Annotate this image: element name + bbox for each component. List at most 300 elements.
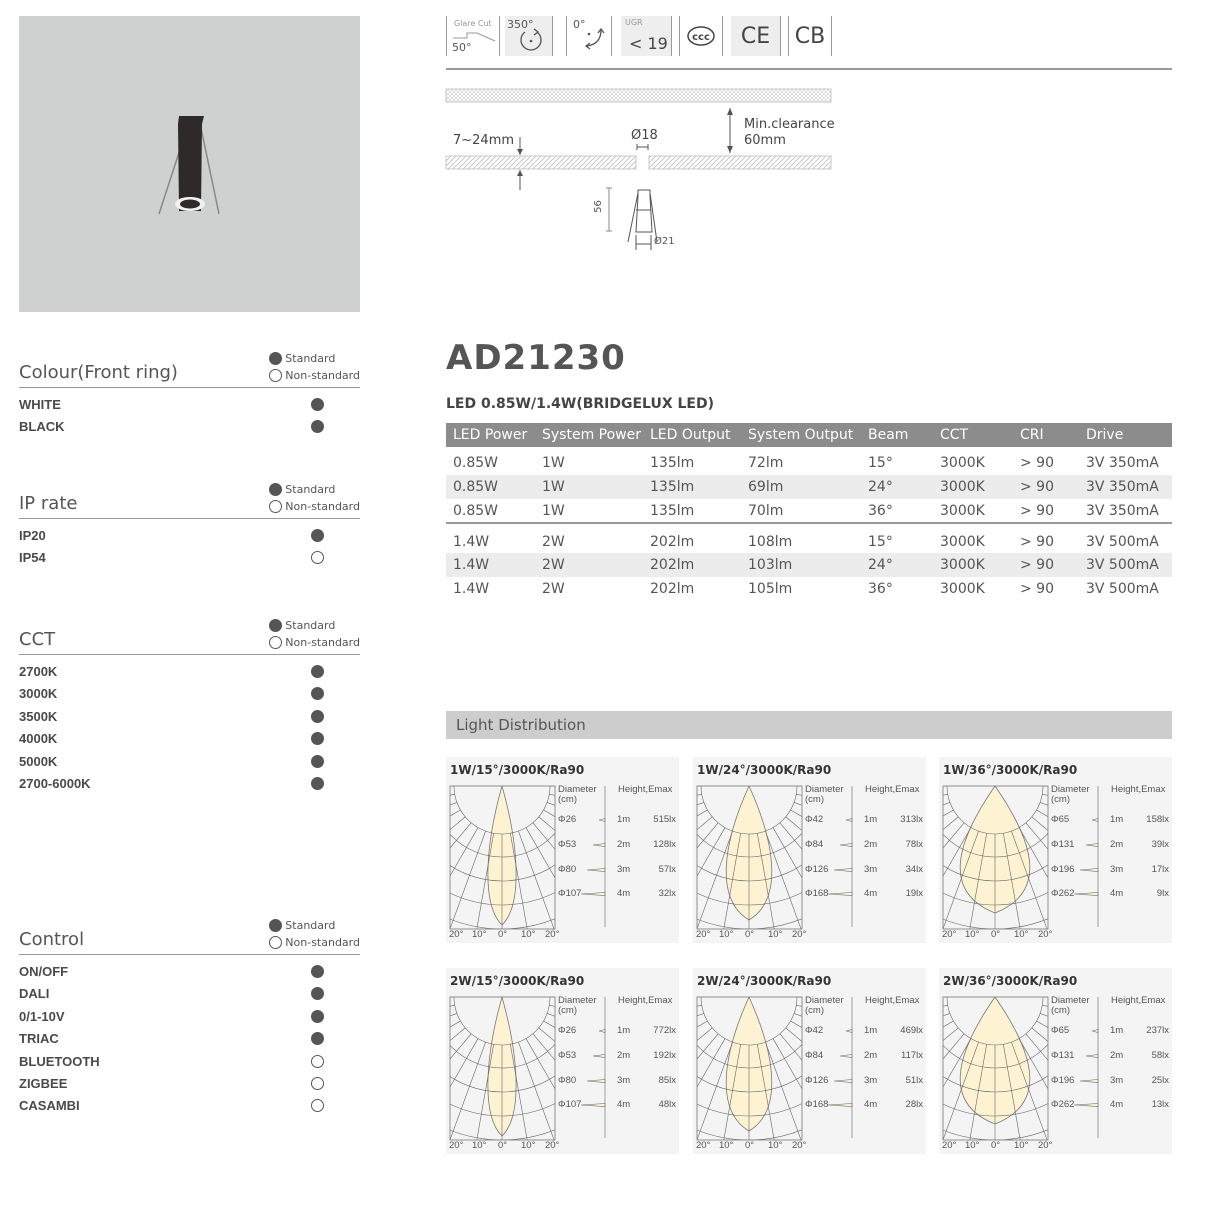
legend-standard: [269, 617, 360, 634]
radial-gridline: [526, 828, 652, 943]
svg-text:ccc: ccc: [692, 32, 710, 43]
cutout-diameter: Ø18: [631, 128, 658, 143]
radial-gridline: [446, 810, 460, 936]
light-distribution-card: [939, 757, 1172, 943]
option-label: 3500K: [19, 708, 58, 724]
table-cell: 202lm: [643, 553, 741, 577]
option-label: 0/1-10V: [19, 1008, 65, 1024]
table-cell: 3V 350mA: [1079, 475, 1172, 499]
beam-cone-icon: [828, 893, 852, 896]
mount-height: 3m: [1110, 864, 1124, 875]
emax-value: 48lx: [658, 1099, 676, 1110]
radial-gridline: [693, 817, 712, 943]
angle-tick-label: 0°: [498, 1140, 508, 1151]
beam-cone-icon: [587, 1080, 605, 1083]
arc-gridline: [693, 968, 892, 1140]
ceiling-slab: [446, 89, 831, 102]
divider: [446, 68, 1172, 70]
fixture-diameter: Ø21: [654, 236, 675, 247]
rotation-arrow: [517, 26, 545, 54]
product-subtitle: LED 0.85W/1.4W(BRIDGELUX LED): [446, 396, 715, 412]
legend-standard-label: Standard: [285, 352, 336, 365]
emax-value: 58lx: [1151, 1050, 1169, 1061]
non-standard-dot-icon: [311, 551, 324, 564]
feature-icons: [446, 16, 832, 56]
spec-section: [19, 481, 360, 570]
legend-non-standard: [269, 498, 360, 515]
beam-diameter: Φ80: [558, 1075, 577, 1086]
angle-tick-label: 0°: [745, 1140, 755, 1151]
light-distribution-card: [939, 968, 1172, 1154]
radial-gridline: [446, 1021, 460, 1147]
board-thickness: 7~24mm: [453, 133, 515, 148]
option-label: IP20: [19, 528, 46, 543]
beam-diameter: Φ107: [558, 888, 582, 899]
table-cell: 70lm: [748, 502, 784, 519]
radial-gridline: [1032, 1028, 1172, 1154]
card-title: 2W/24°/3000K/Ra90: [697, 974, 832, 988]
option-item: [19, 1028, 360, 1050]
emax-value: 17lx: [1151, 864, 1169, 875]
beam-diameter: Φ196: [1051, 1075, 1075, 1086]
radial-gridline: [539, 817, 679, 943]
diameter-label: Diameter: [558, 995, 597, 1006]
tilt-value: 0°: [573, 18, 586, 31]
ce-mark: CE: [740, 23, 771, 49]
angle-tick-label: 20°: [545, 929, 560, 940]
table-cell: 1.4W: [446, 553, 535, 577]
beam-diameter: Φ65: [1051, 1025, 1070, 1036]
section-title: CCT: [19, 629, 56, 650]
column-header: System Power: [535, 423, 643, 447]
emax-value: 469lx: [900, 1025, 923, 1036]
beam-diameter: Φ42: [805, 814, 824, 825]
standard-dot-icon: [311, 965, 324, 978]
angle-tick-label: 10°: [768, 1140, 783, 1151]
angle-tick-label: 10°: [965, 1140, 980, 1151]
emax-value: 772lx: [653, 1025, 676, 1036]
beam-diameter: Φ26: [558, 814, 577, 825]
angle-tick-label: 0°: [745, 929, 755, 940]
mount-height: 3m: [617, 1075, 631, 1086]
height-emax-label: Height,Emax: [1111, 995, 1166, 1006]
column-header: Beam: [861, 423, 933, 447]
beam-cone-icon: [593, 1055, 605, 1058]
arc-gridline: [446, 757, 645, 929]
angle-tick-label: 10°: [521, 929, 536, 940]
glare-cut-label: Glare Cut: [454, 19, 492, 28]
spec-section: [19, 350, 360, 439]
legend-non-standard-label: Non-standard: [285, 636, 360, 649]
empty-circle-icon: [269, 369, 282, 382]
table-cell: 3V 350mA: [1086, 455, 1159, 471]
table-row: [446, 577, 1172, 601]
radial-gridline: [693, 1042, 733, 1154]
arc-gridline: [446, 968, 645, 1140]
option-list: [19, 394, 360, 439]
option-item: [19, 547, 360, 569]
angle-tick-label: 20°: [449, 929, 464, 940]
radial-gridline: [693, 810, 707, 936]
table-cell: 1.4W: [453, 581, 490, 597]
angle-tick-label: 20°: [792, 1140, 807, 1151]
table-cell: 0.85W: [446, 475, 535, 499]
mount-height: 3m: [617, 864, 631, 875]
emax-value: 28lx: [905, 1099, 923, 1110]
option-list: [19, 661, 360, 795]
light-distribution-heading: Light Distribution: [446, 711, 1172, 739]
arc-gridline: [446, 968, 621, 1116]
option-label: 4000K: [19, 731, 58, 747]
radial-gridline: [939, 810, 953, 936]
height-emax-label: Height,Emax: [865, 784, 920, 795]
radial-gridline: [693, 1028, 712, 1154]
beam-diameter: Φ65: [1051, 814, 1070, 825]
emax-value: 57lx: [658, 864, 676, 875]
option-label: 3000K: [19, 686, 58, 702]
standard-dot-icon: [311, 420, 324, 433]
ugr-icon: [621, 16, 672, 56]
radial-gridline: [773, 1039, 899, 1154]
emax-value: 128lx: [653, 839, 676, 850]
glare-cut-icon: [446, 16, 500, 56]
angle-tick-label: 0°: [498, 929, 508, 940]
mount-height: 2m: [864, 839, 878, 850]
table-cell: 103lm: [741, 553, 861, 577]
option-item: [19, 751, 360, 773]
spec-section-header: [19, 617, 360, 655]
table-cell: 3000K: [940, 502, 985, 519]
radial-gridline: [526, 1039, 652, 1154]
standard-dot-icon: [311, 687, 324, 700]
empty-circle-icon: [269, 636, 282, 649]
table-cell: 3000K: [940, 581, 985, 597]
angle-tick-label: 10°: [472, 1140, 487, 1151]
table-cell: 2W: [542, 581, 565, 597]
spec-section: [19, 617, 360, 795]
angle-tick-label: 10°: [472, 929, 487, 940]
table-header-row: [446, 423, 1172, 447]
emax-value: 13lx: [1151, 1099, 1169, 1110]
angle-tick-label: 20°: [696, 929, 711, 940]
table-cell: > 90: [1013, 475, 1079, 499]
filled-circle-icon: [269, 352, 282, 365]
non-standard-dot-icon: [311, 1077, 324, 1090]
mount-height: 4m: [617, 888, 631, 899]
beam-cone-icon: [581, 893, 605, 896]
emax-value: 313lx: [900, 814, 923, 825]
beam-diameter: Φ168: [805, 888, 829, 899]
table-cell: 108lm: [741, 523, 861, 553]
beam-cone-icon: [1074, 1104, 1098, 1107]
height-emax-label: Height,Emax: [618, 995, 673, 1006]
empty-circle-icon: [269, 936, 282, 949]
table-cell: 3V 350mA: [1086, 502, 1159, 519]
legend: [269, 617, 360, 651]
table-cell: 202lm: [650, 581, 695, 597]
angle-tick-label: 10°: [719, 929, 734, 940]
spec-section-header: [19, 481, 360, 519]
table-cell: 202lm: [643, 523, 741, 553]
option-item: [19, 683, 360, 705]
table-cell: > 90: [1020, 455, 1054, 471]
table-cell: 3V 500mA: [1079, 553, 1172, 577]
mount-height: 1m: [617, 1025, 631, 1036]
table-cell: 1W: [542, 455, 565, 471]
spec-section: [19, 917, 360, 1118]
beam-diameter: Φ26: [558, 1025, 577, 1036]
height-emax-label: Height,Emax: [1111, 784, 1166, 795]
beam-cone-icon: [581, 1104, 605, 1107]
light-distribution-card: [446, 757, 679, 943]
tilt-icon: [566, 16, 612, 56]
angle-tick-label: 10°: [1014, 929, 1029, 940]
height-emax-label: Height,Emax: [865, 995, 920, 1006]
cb-mark: CB: [794, 23, 826, 49]
card-title: 1W/36°/3000K/Ra90: [943, 763, 1078, 777]
standard-dot-icon: [311, 710, 324, 723]
light-distribution-card: [693, 968, 926, 1154]
ceiling-board-left: [446, 156, 636, 169]
installation-diagram: [440, 82, 840, 262]
option-list: [19, 961, 360, 1118]
beam-cone-icon: [1086, 1055, 1098, 1058]
angle-tick-label: 20°: [696, 1140, 711, 1151]
mount-height: 2m: [864, 1050, 878, 1061]
option-item: [19, 1095, 360, 1117]
mount-height: 2m: [617, 1050, 631, 1061]
diameter-unit: (cm): [1051, 1005, 1070, 1016]
diameter-unit: (cm): [805, 794, 824, 805]
legend-standard: [269, 481, 360, 498]
section-title: Control: [19, 929, 85, 950]
beam-cone-icon: [1092, 1030, 1098, 1033]
option-label: 5000K: [19, 753, 58, 769]
table-cell: 1W: [542, 502, 565, 519]
legend-non-standard: [269, 934, 360, 951]
rotation-icon: [505, 16, 553, 56]
table-cell: 15°: [861, 523, 933, 553]
diameter-unit: (cm): [558, 1005, 577, 1016]
mount-height: 4m: [617, 1099, 631, 1110]
emax-value: 34lx: [905, 864, 923, 875]
emax-value: 78lx: [905, 839, 923, 850]
legend-standard-label: Standard: [285, 619, 336, 632]
mount-height: 2m: [1110, 1050, 1124, 1061]
legend-non-standard: [269, 634, 360, 651]
standard-dot-icon: [311, 529, 324, 542]
angle-tick-label: 20°: [1038, 929, 1053, 940]
angle-tick-label: 20°: [449, 1140, 464, 1151]
radial-gridline: [786, 817, 926, 943]
card-title: 2W/36°/3000K/Ra90: [943, 974, 1078, 988]
beam-diameter: Φ126: [805, 864, 829, 875]
radial-gridline: [510, 1044, 554, 1154]
option-item: [19, 394, 360, 416]
diameter-label: Diameter: [805, 784, 844, 795]
option-item: [19, 773, 360, 795]
beam-cone-icon: [593, 844, 605, 847]
mount-height: 1m: [864, 814, 878, 825]
option-label: DALI: [19, 986, 50, 1002]
beam-cone-icon: [599, 1030, 605, 1033]
empty-circle-icon: [269, 500, 282, 513]
legend: [269, 350, 360, 384]
beam-cone-icon: [1080, 869, 1098, 872]
mount-height: 1m: [617, 814, 631, 825]
legend-non-standard-label: Non-standard: [285, 936, 360, 949]
height-emax-label: Height,Emax: [618, 784, 673, 795]
filled-circle-icon: [269, 919, 282, 932]
emax-value: 19lx: [905, 888, 923, 899]
mount-height: 4m: [864, 1099, 878, 1110]
cb-icon: [788, 16, 832, 56]
emax-value: 85lx: [658, 1075, 676, 1086]
beam-cone-icon: [1086, 844, 1098, 847]
beam-cone-icon: [840, 1055, 852, 1058]
diameter-unit: (cm): [558, 794, 577, 805]
table-cell: 105lm: [748, 581, 793, 597]
beam-cone-icon: [834, 1080, 852, 1083]
emax-value: 158lx: [1146, 814, 1169, 825]
option-item: [19, 525, 360, 547]
option-item: [19, 416, 360, 438]
column-header: LED Power: [446, 423, 535, 447]
spec-section-header: [19, 350, 360, 388]
radial-gridline: [939, 1021, 953, 1147]
product-photo: [19, 16, 360, 312]
emax-value: 117lx: [900, 1050, 923, 1061]
radial-gridline: [939, 817, 958, 943]
table-cell: 2W: [535, 523, 643, 553]
beam-diameter: Φ131: [1051, 1050, 1075, 1061]
beam-diameter: Φ53: [558, 1050, 577, 1061]
diameter-unit: (cm): [1051, 794, 1070, 805]
option-list: [19, 525, 360, 570]
table-cell: 15°: [868, 455, 893, 471]
arc-gridline: [693, 757, 868, 905]
beam-cone-icon: [599, 819, 605, 822]
emax-value: 515lx: [653, 814, 676, 825]
angle-tick-label: 20°: [545, 1140, 560, 1151]
model-number: AD21230: [446, 338, 626, 378]
table-cell: 3V 500mA: [1086, 581, 1159, 597]
table-cell: > 90: [1020, 581, 1054, 597]
table-cell: 135lm: [643, 475, 741, 499]
angle-tick-label: 20°: [942, 929, 957, 940]
clearance-value: 60mm: [744, 133, 786, 148]
option-item: [19, 1073, 360, 1095]
standard-dot-icon: [311, 755, 324, 768]
mount-height: 2m: [1110, 839, 1124, 850]
table-cell: > 90: [1013, 523, 1079, 553]
ceiling-board-right: [649, 156, 831, 169]
spec-table: [446, 423, 1172, 601]
table-cell: 0.85W: [453, 455, 499, 471]
ugr-label: UGR: [625, 18, 643, 27]
angle-tick-label: 20°: [792, 929, 807, 940]
standard-dot-icon: [311, 1032, 324, 1045]
column-header: CCT: [933, 423, 1013, 447]
legend-standard-label: Standard: [285, 919, 336, 932]
option-label: CASAMBI: [19, 1098, 80, 1114]
beam-cone-icon: [834, 869, 852, 872]
radial-gridline: [539, 1028, 679, 1154]
standard-dot-icon: [311, 1010, 324, 1023]
beam-diameter: Φ107: [558, 1099, 582, 1110]
option-item: [19, 706, 360, 728]
mount-height: 4m: [1110, 1099, 1124, 1110]
angle-tick-label: 0°: [991, 929, 1001, 940]
legend-standard-label: Standard: [285, 483, 336, 496]
column-header: LED Output: [643, 423, 741, 447]
beam-cone-icon: [840, 844, 852, 847]
table-cell: 1W: [535, 475, 643, 499]
angle-tick-label: 10°: [965, 929, 980, 940]
radial-gridline: [693, 831, 733, 943]
table-cell: 36°: [868, 502, 893, 519]
legend: [269, 917, 360, 951]
section-title: IP rate: [19, 493, 78, 514]
table-cell: 0.85W: [453, 502, 499, 519]
table-cell: 3000K: [933, 475, 1013, 499]
option-label: ZIGBEE: [19, 1075, 68, 1091]
column-header: Drive: [1079, 423, 1172, 447]
beam-diameter: Φ196: [1051, 864, 1075, 875]
table-cell: 69lm: [741, 475, 861, 499]
diameter-label: Diameter: [558, 784, 597, 795]
light-distribution-card: [693, 757, 926, 943]
filled-circle-icon: [269, 619, 282, 632]
legend-standard: [269, 917, 360, 934]
diameter-label: Diameter: [805, 995, 844, 1006]
emax-value: 25lx: [1151, 1075, 1169, 1086]
option-label: 2700K: [19, 664, 58, 679]
table-cell: 3V 500mA: [1079, 523, 1172, 553]
arc-gridline: [446, 757, 621, 905]
beam-diameter: Φ126: [805, 1075, 829, 1086]
section-title: Colour(Front ring): [19, 362, 178, 383]
arc-gridline: [693, 757, 892, 929]
table-row: [446, 447, 1172, 475]
table-row: [446, 553, 1172, 577]
beam-diameter: Φ131: [1051, 839, 1075, 850]
legend-non-standard-label: Non-standard: [285, 500, 360, 513]
beam-cone-icon: [828, 1104, 852, 1107]
standard-dot-icon: [311, 665, 324, 678]
table-cell: 36°: [868, 581, 893, 597]
radial-gridline: [786, 1028, 926, 1154]
fixture-height: 56: [592, 200, 604, 213]
glare-cut-value: 50°: [452, 41, 472, 54]
legend-non-standard: [269, 367, 360, 384]
legend: [269, 481, 360, 515]
mount-height: 1m: [864, 1025, 878, 1036]
standard-dot-icon: [311, 732, 324, 745]
column-header: System Output: [741, 423, 861, 447]
column-header: CRI: [1013, 423, 1079, 447]
emax-value: 237lx: [1146, 1025, 1169, 1036]
mount-height: 1m: [1110, 814, 1124, 825]
beam-diameter: Φ80: [558, 864, 577, 875]
option-label: BLUETOOTH: [19, 1053, 100, 1069]
beam-cone-icon: [1092, 819, 1098, 822]
ugr-value: < 19: [629, 34, 668, 53]
mount-height: 2m: [617, 839, 631, 850]
mount-height: 4m: [864, 888, 878, 899]
table-cell: 2W: [535, 553, 643, 577]
mount-height: 1m: [1110, 1025, 1124, 1036]
